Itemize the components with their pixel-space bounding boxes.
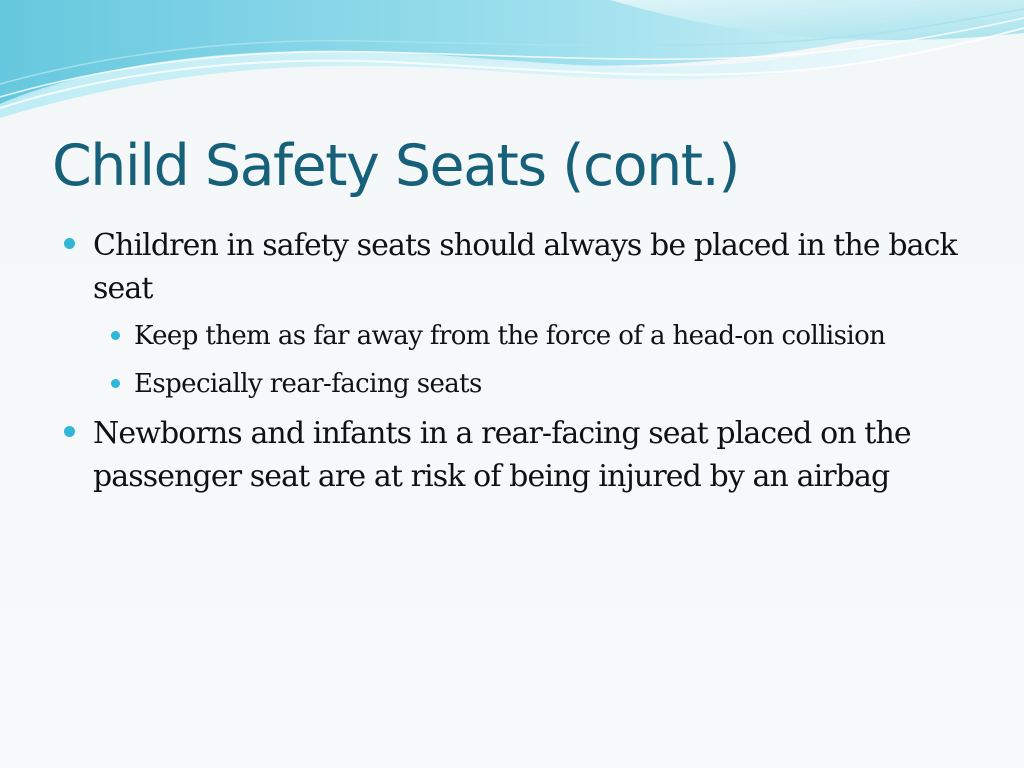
slide-title: Child Safety Seats (cont.): [52, 133, 739, 199]
bullet-item-2: [62, 412, 962, 498]
bullet-dot-icon: [64, 238, 75, 249]
sub-bullet-item-1: [104, 316, 962, 356]
bullet-list: [62, 224, 962, 504]
bullet-item-1: [62, 224, 962, 310]
bullet-dot-icon: [111, 379, 120, 388]
bullet-dot-icon: [111, 331, 120, 340]
wave-header-decoration: [0, 0, 1024, 120]
sub-bullet-text: Keep them as far away from the force of a head-on collision: [134, 321, 886, 351]
sub-bullet-item-2: [104, 364, 962, 404]
bullet-dot-icon: [64, 426, 75, 437]
sub-bullet-text: Especially rear-facing seats: [134, 369, 482, 399]
bullet-text: Newborns and infants in a rear-facing seat placed on the passenger seat are at risk of being injured by an airbag: [93, 416, 911, 494]
bullet-text: Children in safety seats should always be placed in the back seat: [93, 228, 957, 306]
